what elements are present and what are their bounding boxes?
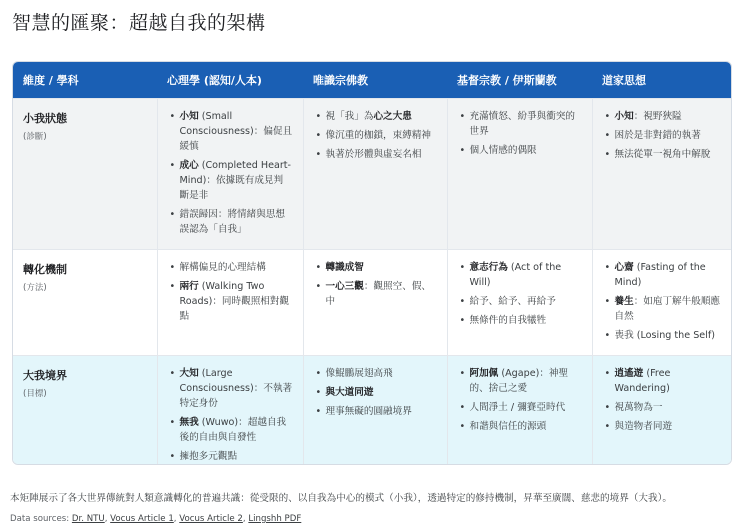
dimension-subtitle: (診斷) xyxy=(23,131,47,142)
cell-psychology xyxy=(157,249,303,355)
bullet-list xyxy=(314,260,437,309)
bullet-list xyxy=(603,260,724,343)
item-text: 個人情感的偶限 xyxy=(469,144,537,156)
bold-term: 阿加佩 xyxy=(469,367,499,379)
item-text: ：觀照空、假、中 xyxy=(325,280,432,307)
header-psychology: 心理學 (認知/人本) xyxy=(167,73,262,87)
list-item xyxy=(168,260,293,275)
item-text: (Agape)：神聖的、捨己之愛 xyxy=(469,367,569,394)
list-item xyxy=(603,419,724,434)
header-abrahamic: 基督宗教 / 伊斯蘭教 xyxy=(457,73,557,87)
bullet-list xyxy=(168,109,293,237)
table-row-row-transformation xyxy=(13,249,732,355)
list-item xyxy=(603,400,724,415)
cell-psychology xyxy=(157,355,303,465)
item-text: (Free Wandering) xyxy=(614,367,671,394)
item-text: 理事無礙的圓融境界 xyxy=(325,405,412,417)
list-item xyxy=(168,449,293,464)
list-item xyxy=(314,147,437,162)
bold-term: 一心三觀 xyxy=(325,280,364,292)
list-item xyxy=(603,109,724,124)
item-text: 無條件的自我犧牲 xyxy=(469,314,547,326)
list-item xyxy=(458,366,582,396)
bold-term: 轉識成智 xyxy=(325,261,364,273)
item-text: 和諧與信任的源頭 xyxy=(469,420,547,432)
list-item xyxy=(314,128,437,143)
dimension-subtitle: (目標) xyxy=(23,388,47,399)
list-item xyxy=(603,128,724,143)
item-text: 視「我」為 xyxy=(325,110,374,122)
bold-term: 成心 xyxy=(179,159,199,171)
item-text: ：視野狹隘 xyxy=(633,110,682,122)
bullet-list xyxy=(168,260,293,324)
item-text: ：如庖丁解牛般順應自然 xyxy=(614,295,721,322)
page-title: 智慧的匯聚：超越自我的架構 xyxy=(12,12,266,34)
cell-abrahamic xyxy=(447,355,592,465)
list-item xyxy=(314,109,437,124)
cell-psychology xyxy=(157,98,303,249)
item-text: 解構偏見的心理結構 xyxy=(179,261,266,273)
bold-term: 養生 xyxy=(614,295,634,307)
list-item xyxy=(314,366,437,381)
comparison-table xyxy=(12,61,732,465)
bold-term: 與大道同遊 xyxy=(325,386,374,398)
source-link-vocus-1[interactable]: Vocus Article 1 xyxy=(110,514,174,524)
source-link-dr-ntu[interactable]: Dr. NTU xyxy=(71,514,105,524)
footnote: 本矩陣展示了各大世界傳統對人類意識轉化的普遍共識：從受限的、以自我為中心的模式（小我），透過特定的修持機制，昇華至廣闊、慈悲的境界（大我）。 xyxy=(10,493,672,504)
bold-term: 意志行為 xyxy=(469,261,508,273)
item-text: 像鯤鵬展翅高飛 xyxy=(325,367,393,379)
table-header-row xyxy=(13,62,732,98)
item-text: (Small Consciousness)：偏促且緩慎 xyxy=(179,110,293,152)
list-item xyxy=(168,109,293,154)
list-item xyxy=(168,415,293,445)
list-item xyxy=(603,147,724,162)
item-text: 給予、給予、再給予 xyxy=(469,295,556,307)
cell-buddhism xyxy=(303,355,447,465)
list-item xyxy=(168,158,293,203)
item-text: (Act of the Will) xyxy=(469,261,562,288)
dimension-title: 大我境界 xyxy=(23,368,67,382)
bold-term: 小知 xyxy=(179,110,199,122)
list-item xyxy=(603,294,724,324)
source-link-lingshh[interactable]: Lingshh PDF xyxy=(248,514,302,524)
bold-term: 兩行 xyxy=(179,280,199,292)
bullet-list xyxy=(458,260,582,328)
item-text: 像沉重的枷鎖，束縛精神 xyxy=(325,129,432,141)
list-item xyxy=(458,400,582,415)
bullet-list xyxy=(603,109,724,162)
list-item xyxy=(168,207,293,237)
list-item xyxy=(603,260,724,290)
dimension-cell xyxy=(13,249,157,355)
item-text: 與造物者同遊 xyxy=(614,420,673,432)
list-item xyxy=(168,366,293,411)
cell-abrahamic xyxy=(447,249,592,355)
bullet-list xyxy=(314,366,437,419)
data-sources: Data sources: Dr. NTU, Vocus Article 1, Vocus Article 2, Lingshh PDF xyxy=(10,514,302,524)
header-buddhism: 唯識宗佛教 xyxy=(313,73,368,87)
list-item xyxy=(314,385,437,400)
item-text: 執著於形體與虛妄名相 xyxy=(325,148,422,160)
item-text: (Completed Heart-Mind)：依據既有成見判斷是非 xyxy=(179,159,292,201)
bullet-list xyxy=(314,109,437,162)
bullet-list xyxy=(603,366,724,434)
item-text: 無法從單一視角中解脫 xyxy=(614,148,711,160)
bold-term: 大知 xyxy=(179,367,199,379)
cell-buddhism xyxy=(303,249,447,355)
bullet-list xyxy=(458,109,582,158)
sources-label: Data sources: xyxy=(10,514,70,524)
dimension-subtitle: (方法) xyxy=(23,282,47,293)
cell-taoism xyxy=(592,355,732,465)
list-item xyxy=(458,294,582,309)
cell-buddhism xyxy=(303,98,447,249)
dimension-title: 小我狀態 xyxy=(23,111,67,125)
list-item xyxy=(458,260,582,290)
cell-abrahamic xyxy=(447,98,592,249)
header-taoism: 道家思想 xyxy=(602,73,646,87)
bold-term: 小知 xyxy=(614,110,634,122)
item-text: 視萬物為一 xyxy=(614,401,663,413)
item-text: (Fasting of the Mind) xyxy=(614,261,706,288)
dimension-title: 轉化機制 xyxy=(23,262,67,276)
list-item xyxy=(603,328,724,343)
bullet-list xyxy=(168,366,293,464)
list-item xyxy=(603,366,724,396)
dimension-cell xyxy=(13,98,157,249)
dimension-cell xyxy=(13,355,157,465)
table-row-row-small-self xyxy=(13,98,732,249)
cell-taoism xyxy=(592,98,732,249)
list-item xyxy=(314,404,437,419)
list-item xyxy=(458,143,582,158)
item-text: 充滿憤怒、紛爭與衝突的世界 xyxy=(469,110,576,137)
bold-term: 無我 xyxy=(179,416,199,428)
item-text: 擁抱多元觀點 xyxy=(179,450,238,462)
bold-term: 心之大患 xyxy=(373,110,412,122)
list-item xyxy=(458,109,582,139)
item-text: 錯誤歸因：將情緒與思想誤認為「自我」 xyxy=(179,208,286,235)
item-text: 喪我 (Losing the Self) xyxy=(614,329,715,341)
cell-taoism xyxy=(592,249,732,355)
list-item xyxy=(314,279,437,309)
list-item xyxy=(458,419,582,434)
bold-term: 心齋 xyxy=(614,261,634,273)
item-text: (Large Consciousness)：不執著特定身份 xyxy=(179,367,293,409)
list-item xyxy=(168,279,293,324)
item-text: (Wuwo)：超越自我後的自由與自發性 xyxy=(179,416,287,443)
bullet-list xyxy=(458,366,582,434)
bold-term: 逍遙遊 xyxy=(614,367,644,379)
item-text: 人間淨土 / 彌賽亞時代 xyxy=(469,401,566,413)
table-row-row-large-self xyxy=(13,355,732,465)
item-text: (Walking Two Roads)：同時觀照相對觀點 xyxy=(179,280,290,322)
list-item xyxy=(314,260,437,275)
header-dimension: 維度 / 學科 xyxy=(23,73,79,87)
item-text: 困於是非對錯的執著 xyxy=(614,129,701,141)
source-link-vocus-2[interactable]: Vocus Article 2 xyxy=(179,514,243,524)
list-item xyxy=(458,313,582,328)
